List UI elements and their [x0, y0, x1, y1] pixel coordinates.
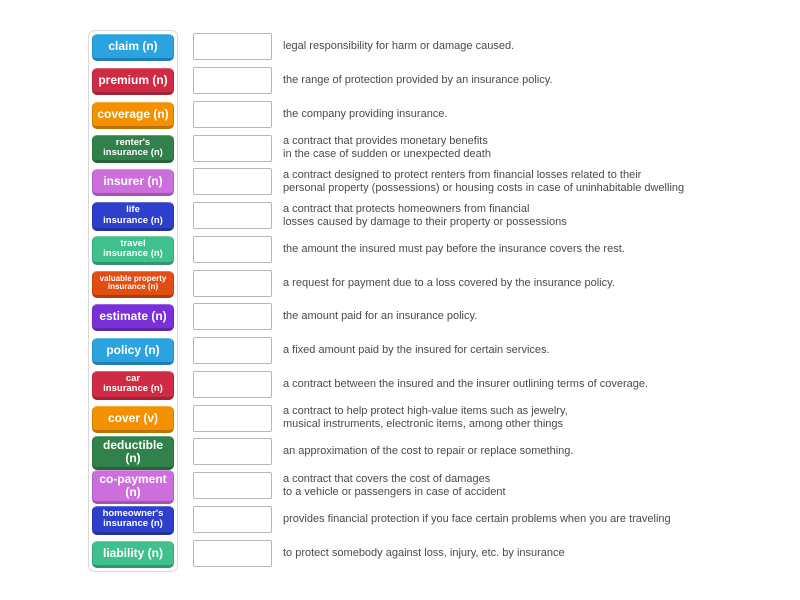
term-label-line: car	[125, 373, 141, 385]
term-label-line: life	[126, 204, 140, 216]
term-cell	[89, 65, 177, 99]
term-cell	[89, 31, 177, 65]
definition-line: musical instruments, electronic items, among other things	[283, 418, 564, 431]
term-button[interactable]	[92, 371, 174, 400]
term-label-line: valuable property	[99, 273, 167, 283]
answers-column	[193, 30, 273, 570]
term-button[interactable]	[92, 34, 174, 61]
term-cell	[89, 369, 177, 403]
definition-line: losses caused by damage to their property or possessions	[283, 215, 567, 228]
term-button[interactable]	[92, 406, 174, 433]
term-button[interactable]	[92, 271, 174, 298]
definition-text	[283, 233, 723, 267]
term-button[interactable]	[92, 506, 174, 535]
terms-panel	[88, 30, 178, 572]
term-button[interactable]	[92, 68, 174, 95]
term-label-line: premium (n)	[98, 73, 168, 88]
answer-slot[interactable]	[193, 337, 272, 364]
definition-text	[283, 64, 723, 98]
answer-slot[interactable]	[193, 303, 272, 330]
definition-text	[283, 300, 723, 334]
definition-text	[283, 30, 723, 64]
term-label-line: estimate (n)	[99, 309, 167, 324]
term-label-line: insurance (n)	[103, 147, 163, 159]
definition-line: the amount the insured must pay before the insurance covers the rest.	[283, 242, 625, 255]
match-up-board	[88, 30, 723, 572]
answer-slot[interactable]	[193, 438, 272, 465]
definition-line: a contract designed to protect renters from financial losses related to their	[283, 168, 642, 181]
term-button[interactable]	[92, 470, 174, 504]
term-label-line: insurance (n)	[103, 248, 163, 260]
term-cell	[89, 402, 177, 436]
term-label-line: policy (n)	[106, 343, 160, 358]
term-cell	[89, 234, 177, 268]
term-cell	[89, 267, 177, 301]
answer-slot[interactable]	[193, 33, 272, 60]
definition-line: to a vehicle or passengers in case of accident	[283, 485, 506, 498]
definition-text	[283, 536, 723, 570]
term-label-line: travel	[120, 238, 146, 250]
term-cell	[89, 504, 177, 538]
answer-slot[interactable]	[193, 168, 272, 195]
answer-slot[interactable]	[193, 202, 272, 229]
term-cell	[89, 470, 177, 504]
answer-slot[interactable]	[193, 270, 272, 297]
term-button[interactable]	[92, 202, 174, 231]
term-label-line: claim (n)	[108, 39, 158, 54]
term-cell	[89, 132, 177, 166]
definition-line: the range of protection provided by an insurance policy.	[283, 74, 553, 87]
term-label-line: cover (v)	[107, 410, 159, 425]
definition-line: a contract that covers the cost of damages	[283, 472, 491, 485]
definition-line: legal responsibility for harm or damage caused.	[283, 40, 515, 53]
answer-slot[interactable]	[193, 540, 272, 567]
answer-slot[interactable]	[193, 135, 272, 162]
term-cell	[89, 200, 177, 234]
term-label-line: renter's	[115, 136, 151, 148]
definition-text	[283, 131, 723, 165]
answer-cell	[193, 266, 273, 300]
term-label-line: insurer (n)	[103, 174, 163, 189]
answer-slot[interactable]	[193, 236, 272, 263]
term-cell	[89, 335, 177, 369]
term-cell	[89, 166, 177, 200]
definition-text	[283, 469, 723, 503]
term-label-line: insurance (n)	[103, 518, 163, 530]
term-label-line: coverage (n)	[97, 106, 169, 121]
definition-text	[283, 98, 723, 132]
term-button[interactable]	[92, 236, 174, 265]
answer-cell	[193, 368, 273, 402]
answer-cell	[193, 233, 273, 267]
answer-cell	[193, 334, 273, 368]
term-label-line: deductible (n)	[102, 437, 163, 465]
answer-cell	[193, 300, 273, 334]
answer-cell	[193, 64, 273, 98]
answer-cell	[193, 199, 273, 233]
definition-text	[283, 165, 723, 199]
definition-line: the company providing insurance.	[283, 107, 448, 120]
definition-text	[283, 503, 723, 537]
definition-line: an approximation of the cost to repair or replace something.	[283, 445, 574, 458]
term-cell	[89, 436, 177, 470]
term-label-line: homeowner's	[102, 508, 164, 520]
definition-line: a contract between the insured and the insurer outlining terms of coverage.	[283, 377, 649, 390]
answer-cell	[193, 165, 273, 199]
term-cell	[89, 537, 177, 571]
term-button[interactable]	[92, 338, 174, 365]
definition-line: in the case of sudden or unexpected death	[283, 148, 491, 161]
answer-slot[interactable]	[193, 67, 272, 94]
definition-line: to protect somebody against loss, injury, etc. by insurance	[283, 546, 565, 559]
answer-cell	[193, 98, 273, 132]
definition-line: provides financial protection if you face certain problems when you are traveling	[283, 512, 671, 525]
answer-slot[interactable]	[193, 371, 272, 398]
definition-line: personal property (possessions) or housing costs in case of uninhabitable dwelling	[283, 181, 685, 194]
answer-cell	[193, 536, 273, 570]
term-button[interactable]	[92, 135, 174, 164]
answer-slot[interactable]	[193, 472, 272, 499]
term-label-line: insurance (n)	[103, 383, 163, 395]
definition-line: the amount paid for an insurance policy.	[283, 310, 478, 323]
definition-line: a request for payment due to a loss covered by the insurance policy.	[283, 276, 615, 289]
definition-text	[283, 435, 723, 469]
term-button[interactable]	[92, 102, 174, 129]
answer-cell	[193, 469, 273, 503]
term-cell	[89, 301, 177, 335]
term-button[interactable]	[92, 169, 174, 196]
answer-slot[interactable]	[193, 101, 272, 128]
term-cell	[89, 99, 177, 133]
definition-text	[283, 199, 723, 233]
definition-line: a contract to help protect high-value items such as jewelry,	[283, 405, 568, 418]
answer-cell	[193, 503, 273, 537]
definition-line: a fixed amount paid by the insured for certain services.	[283, 344, 550, 357]
term-button[interactable]	[92, 541, 174, 568]
term-label-line: insurance (n)	[103, 214, 163, 226]
definition-text	[283, 266, 723, 300]
definition-line: a contract that provides monetary benefits	[283, 135, 488, 148]
term-label-line: liability (n)	[103, 545, 163, 560]
answer-cell	[193, 435, 273, 469]
answer-cell	[193, 30, 273, 64]
definition-text	[283, 401, 723, 435]
definition-text	[283, 368, 723, 402]
answer-cell	[193, 401, 273, 435]
answer-cell	[193, 131, 273, 165]
answer-slot[interactable]	[193, 405, 272, 432]
definitions-column	[283, 30, 723, 570]
term-button[interactable]	[92, 304, 174, 331]
term-button[interactable]	[92, 436, 174, 470]
answer-slot[interactable]	[193, 506, 272, 533]
definition-text	[283, 334, 723, 368]
term-label-line: insurance (n)	[107, 282, 159, 292]
term-label-line: co-payment (n)	[99, 471, 167, 499]
definition-line: a contract that protects homeowners from financial	[283, 202, 530, 215]
